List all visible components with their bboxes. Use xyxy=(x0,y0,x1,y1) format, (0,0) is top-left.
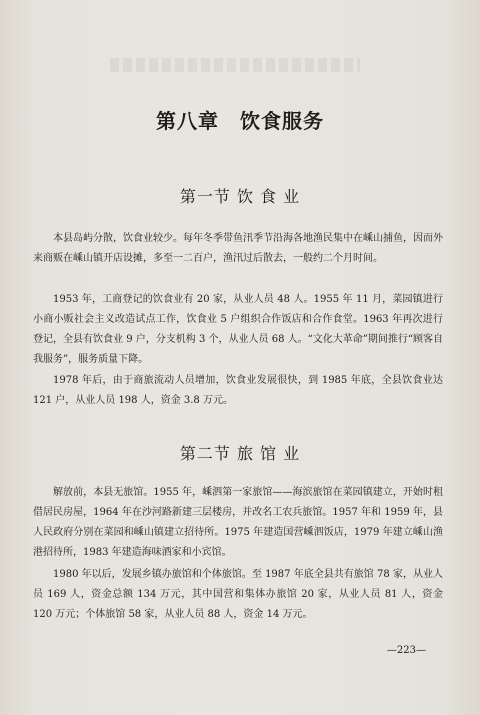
chapter-title: 第八章 饮食服务 xyxy=(156,109,324,133)
paragraph: 本县岛屿分散，饮食业较少。每年冬季带鱼汛季节沿海各地渔民集中在嵊山捕鱼，因而外来商贩在嵊山镇开店设摊，多至一二百户，渔汛过后散去，一般约二个月时间。 xyxy=(33,233,443,264)
paragraph: 解放前，本县无旅馆。1955 年，嵊泗第一家旅馆——海滨旅馆在菜园镇建立，开始时租借居民房屋，1964 年在沙河路新建三层楼房，并改名工农兵旅馆。1957 年和 1959 年，县人民政府分别在菜园和嵊山镇建立招待所。1975 年建造国营嵊泗饭店，1979 年建立嵊山渔港招待所，1983 年建造海味酒家和小宾馆。 xyxy=(33,487,443,558)
section-title-1: 第一节 饮 食 业 xyxy=(179,187,301,206)
paragraph: 1980 年以后，发展乡镇办旅馆和个体旅馆。至 1987 年底全县共有旅馆 78 家，从业人员 169 人，资金总额 134 万元，其中国营和集体办旅馆 20 家，从业人员 81 人，资金 120 万元；个体旅馆 58 家，从业人员 88 人，资金 14 万元。 xyxy=(33,569,443,620)
page-number: —223— xyxy=(386,645,426,656)
paragraph: 1953 年，工商登记的饮食业有 20 家，从业人员 48 人。1955 年 11 月，菜园镇进行小商小贩社会主义改造试点工作，饮食业 5 户组织合作饭店和合作食堂。1963 年再次进行登记，全县有饮食业 9 户，分支机构 3 个，从业人员 68 人。“文化大革命”期间推行“顾客自我服务”，服务质量下降。 xyxy=(33,294,443,365)
bleed-through-header xyxy=(110,58,360,72)
section-title-2: 第二节 旅 馆 业 xyxy=(179,444,301,463)
paragraph: 1978 年后，由于商旅流动人员增加，饮食业发展很快，到 1985 年底，全县饮食业达 121 户，从业人员 198 人，资金 3.8 万元。 xyxy=(33,375,443,406)
